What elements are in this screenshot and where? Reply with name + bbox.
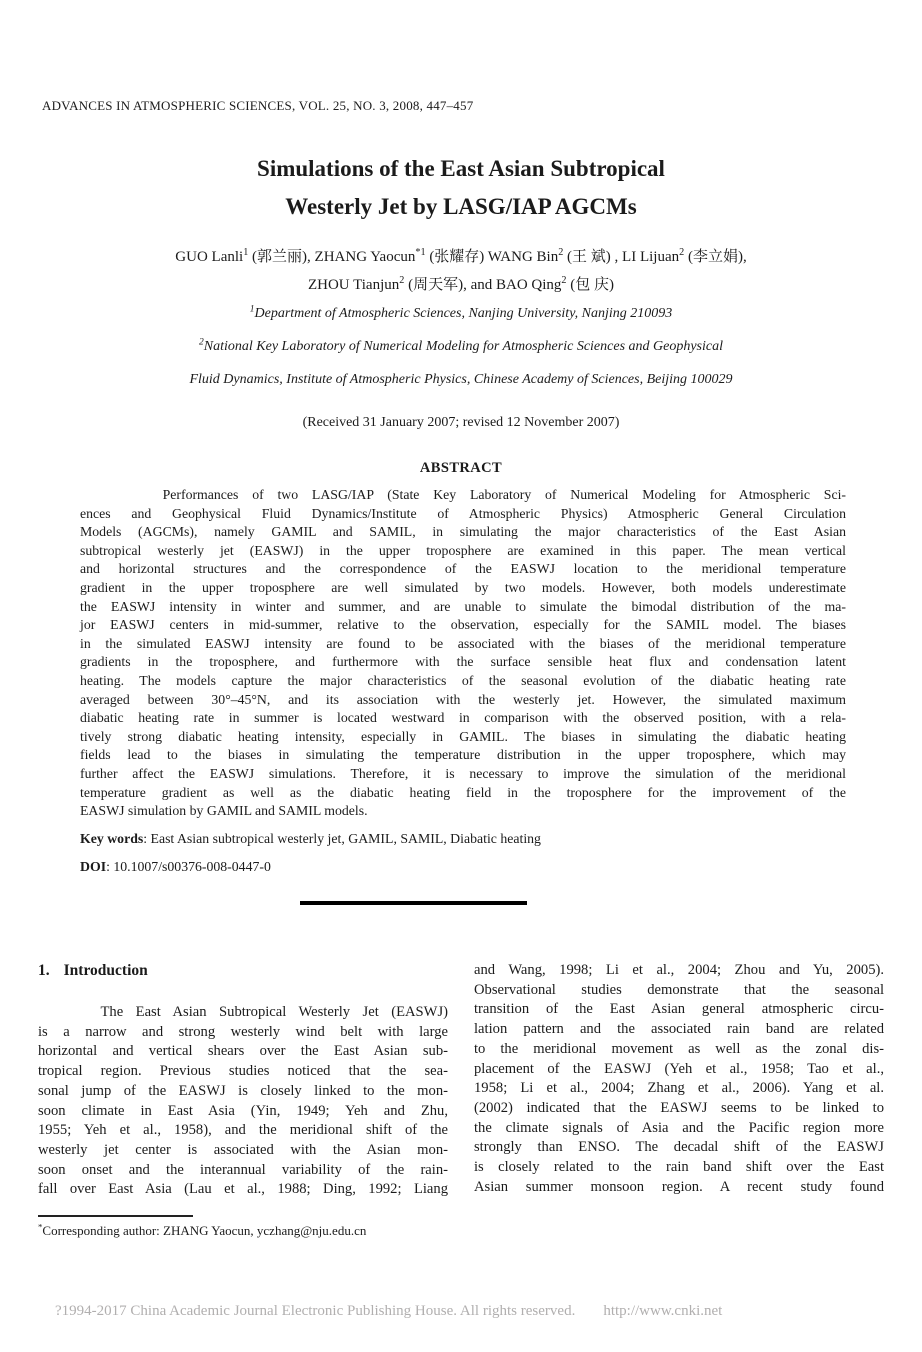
text-line: sonal jump of the EASWJ is closely linked to the mon- [38,1082,448,1099]
text-line: temperature gradient as well as the diabatic heating field in the troposphere for the improvement of the [80,784,846,800]
footer-copyright: ?1994-2017 China Academic Journal Electronic Publishing House. All rights reserved. [55,1303,576,1319]
keywords-label: Key words [80,831,144,846]
text-segment: Corresponding author: ZHANG Yaocun, yczhang@nju.edu.cn [42,1223,367,1238]
text-line: 1958; Li et al., 2004; Zhang et al., 2006). Yang et al. [474,1080,884,1097]
superscript: 1 [243,247,249,258]
corresponding-author-footnote [38,1223,366,1239]
text-line: strongly than ENSO. The decadal shift of the EASWJ [474,1139,884,1156]
superscript: 2 [679,247,685,258]
keywords-text: : East Asian subtropical westerly jet, GAMIL, SAMIL, Diabatic heating [143,831,541,846]
text-line: heating. The models capture the major characteristics of the seasonal evolution of the diabatic heating rate [80,672,846,688]
authors-line-1 [0,243,922,271]
text-line: and horizontal structures and the correspondence of the EASWJ location to the meridional temperature [80,561,846,577]
section-divider [300,901,527,905]
superscript: 1 [249,304,255,315]
text-line: Models (AGCMs), namely GAMIL and SAMIL, in simulating the major characteristics of the East Asian [80,524,846,540]
text-line: soon climate in East Asia (Yin, 1949; Yeh and Zhu, [38,1102,448,1119]
text-line: the climate signals of Asia and the Pacific region more [474,1119,884,1136]
superscript: *1 [415,247,426,258]
text-line: is a narrow and strong westerly wind belt with large [38,1023,448,1040]
text-line: tropical region. Previous studies noticed that the sea- [38,1063,448,1080]
doi-line [80,859,271,875]
text-segment: ZHOU Tianjun [307,277,400,293]
text-line: and Wang, 1998; Li et al., 2004; Zhou and Yu, 2005). [474,962,884,978]
text-line: transition of the East Asian general atmospheric circu- [474,1001,884,1018]
text-line: to the meridional movement as well as the zonal dis- [474,1040,884,1057]
text-segment: GUO Lanli [175,249,244,265]
superscript: 2 [199,337,204,348]
affiliation-line-3 [0,372,922,388]
superscript: 2 [558,247,564,258]
abstract-body [80,486,846,821]
authors-line-2 [0,271,922,299]
text-line: fields lead to the biases in simulating the temperature distribution in the upper troposphere, which may [80,747,846,763]
abstract-heading: ABSTRACT [419,460,503,476]
text-line: averaged between 30°–45°N, and its association with the westerly jet. However, the simulated maximum [80,691,846,707]
text-line: subtropical westerly jet (EASWJ) in the upper troposphere are examined in this paper. The mean vertical [80,542,846,558]
right-column [474,961,884,1200]
title-line-1: Simulations of the East Asian Subtropical [257,156,665,181]
intro-columns [38,961,884,1200]
text-segment: National Key Laboratory of Numerical Modeling for Atmospheric Sciences and Geophysical [203,339,723,354]
section-number: 1. [38,962,50,979]
text-line: Observational studies demonstrate that the seasonal [474,981,884,998]
text-line: is closely related to the rain band shift over the East [474,1159,884,1176]
text-line: westerly jet center is associated with the Asian mon- [38,1141,448,1158]
text-segment: (李立娟), [684,249,747,265]
text-line: jor EASWJ centers in mid-summer, relative to the observation, especially for the SAMIL model. The biases [80,617,846,633]
section-title: Introduction [63,962,148,979]
affiliation-line-2 [0,339,922,355]
doi-text: : 10.1007/s00376-008-0447-0 [106,859,271,874]
text-segment: Department of Atmospheric Sciences, Nanjing University, Nanjing 210093 [254,306,673,321]
intro-left-paragraph [38,1003,448,1200]
text-line: fall over East Asia (Lau et al., 1988; Ding, 1992; Liang [38,1181,448,1198]
authors-block [0,243,922,299]
section-heading [38,961,448,981]
received-line: (Received 31 January 2007; revised 12 November 2007) [302,415,620,430]
text-line: the EASWJ intensity in winter and summer, and are unable to simulate the bimodal distribution of the ma- [80,598,846,614]
text-line: soon onset and the interannual variability of the rain- [38,1161,448,1178]
footnote-rule [38,1215,193,1217]
text-segment: (周天军), and BAO Qing [404,277,562,293]
text-line: Asian summer monsoon region. A recent study found [474,1178,884,1195]
text-line: horizontal and vertical shears over the East Asian sub- [38,1043,448,1060]
superscript: 2 [561,275,567,286]
text-segment: (包 庆) [566,277,615,293]
text-line: gradients in the troposphere, and furthermore with the surface sensible heat flux and condensation latent [80,654,846,670]
doi-label: DOI [80,859,107,874]
keywords-line [80,831,541,847]
text-line: placement of the EASWJ (Yeh et al., 1958; Tao et al., [474,1060,884,1077]
text-line: lation pattern and the associated rain band are related [474,1021,884,1038]
affiliation-line-1 [0,306,922,322]
text-segment: Fluid Dynamics, Institute of Atmospheric Physics, Chinese Academy of Sciences, Beijing 100029 [189,372,733,387]
text-line: (2002) indicated that the EASWJ seems to be linked to [474,1099,884,1116]
text-line: Performances of two LASG/IAP (State Key Laboratory of Numerical Modeling for Atmospheric Sci- [80,487,846,502]
paper-title [0,150,922,226]
left-column [38,961,448,1200]
text-line: 1955; Yeh et al., 1958), and the meridional shift of the [38,1122,448,1139]
text-line: EASWJ simulation by GAMIL and SAMIL models. [80,803,368,819]
text-line: diabatic heating rate in summer is located westward in comparison with the observed position, with a rela- [80,710,846,726]
footer-url: http://www.cnki.net [603,1303,723,1319]
title-line-2: Westerly Jet by LASG/IAP AGCMs [285,194,637,219]
journal-header-line: ADVANCES IN ATMOSPHERIC SCIENCES, VOL. 25, NO. 3, 2008, 447–457 [42,98,474,113]
superscript: * [38,1221,43,1232]
text-line: ences and Geophysical Fluid Dynamics/Institute of Atmospheric Physics) Atmospheric General Circulation [80,505,846,521]
page-footer [55,1303,722,1320]
superscript: 2 [399,275,405,286]
text-segment: (张耀存) WANG Bin [425,249,559,265]
intro-right-paragraph [474,961,884,1197]
text-segment: (王 斌) , LI Lijuan [563,249,680,265]
text-line: further affect the EASWJ simulations. Therefore, it is necessary to improve the simulation of the meridional [80,765,846,781]
text-line: gradient in the upper troposphere are well simulated by two models. However, both models underestimate [80,579,846,595]
text-line: The East Asian Subtropical Westerly Jet (EASWJ) [38,1004,448,1020]
text-line: tively strong diabatic heating intensity, especially in GAMIL. The biases in simulating the diabatic heating [80,728,846,744]
text-line: in the simulated EASWJ intensity are found to be associated with the biases of the meridional temperature [80,635,846,651]
text-segment: (郭兰丽), ZHANG Yaocun [248,249,416,265]
